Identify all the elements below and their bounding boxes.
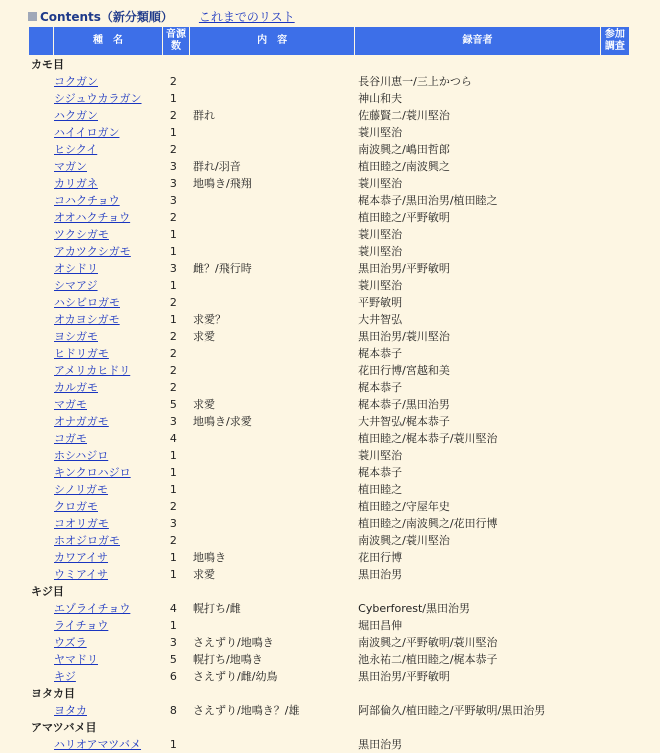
table-row xyxy=(29,107,629,123)
content-cell: 群れ/羽音 xyxy=(193,160,241,173)
table-row xyxy=(29,175,629,191)
species-link[interactable]: キジ xyxy=(54,670,76,683)
count-cell: 2 xyxy=(169,142,177,156)
count-cell: 3 xyxy=(169,261,177,275)
species-link[interactable]: コガモ xyxy=(54,432,87,445)
species-name-cell xyxy=(29,107,162,123)
recorder-cell: 蓑川堅治 xyxy=(358,449,403,462)
survey-cell xyxy=(601,124,629,140)
table-row xyxy=(29,90,629,106)
content-cell xyxy=(190,345,354,361)
recorder-cell: 植田睦之/守屋年史 xyxy=(358,500,450,513)
table-row xyxy=(29,209,629,225)
recorder-cell: 阿部倫久/植田睦之/平野敏明/黒田治男 xyxy=(358,704,546,717)
survey-cell xyxy=(601,260,629,276)
survey-cell xyxy=(601,311,629,327)
species-name-cell xyxy=(29,124,162,140)
table-row xyxy=(29,600,629,616)
content-cell xyxy=(190,294,354,310)
recorder-cell: 蓑川堅治 xyxy=(358,245,403,258)
species-name-cell xyxy=(29,498,162,514)
species-link[interactable]: ライチョウ xyxy=(54,619,109,632)
table-row xyxy=(29,124,629,140)
species-name-cell xyxy=(29,362,162,378)
count-cell: 2 xyxy=(169,210,177,224)
species-link[interactable]: コハクチョウ xyxy=(54,194,120,207)
recorder-cell: 南波興之/嶋田哲郎 xyxy=(358,143,450,156)
table-row xyxy=(29,260,629,276)
table-row xyxy=(29,532,629,548)
recorder-cell: 梶本恭子 xyxy=(358,347,403,360)
content-cell xyxy=(190,498,354,514)
header-count-line1: 音源 xyxy=(165,29,186,40)
table-row xyxy=(29,362,629,378)
species-link[interactable]: ウミアイサ xyxy=(54,568,109,581)
species-name-cell xyxy=(29,73,162,89)
content-cell xyxy=(190,209,354,225)
content-cell: さえずり/地鳴き？/雄 xyxy=(193,704,300,717)
content-cell xyxy=(190,464,354,480)
recorder-cell: 黒田治男 xyxy=(358,738,403,751)
table-row xyxy=(29,226,629,242)
count-cell: 3 xyxy=(169,635,177,649)
recorder-cell: 黒田治男/蓑川堅治 xyxy=(358,330,450,343)
content-cell xyxy=(190,73,354,89)
species-name-cell xyxy=(29,600,162,616)
group-label: キジ目 xyxy=(31,585,64,598)
species-link[interactable]: カルガモ xyxy=(54,381,98,394)
species-name-cell xyxy=(29,277,162,293)
species-link[interactable]: コクガン xyxy=(54,75,98,88)
species-name-cell xyxy=(29,226,162,242)
content-cell xyxy=(190,141,354,157)
species-name-cell xyxy=(29,515,162,531)
content-cell xyxy=(190,226,354,242)
recorder-cell: 蓑川堅治 xyxy=(358,126,403,139)
count-cell: 2 xyxy=(169,74,177,88)
count-cell: 2 xyxy=(169,363,177,377)
table-row xyxy=(29,617,629,633)
table-row xyxy=(29,464,629,480)
recorder-cell: 南波興之/平野敏明/蓑川堅治 xyxy=(358,636,498,649)
table-row xyxy=(29,634,629,650)
survey-cell xyxy=(601,447,629,463)
content-cell xyxy=(190,90,354,106)
table-body xyxy=(29,56,629,752)
species-name-cell xyxy=(29,651,162,667)
recorder-cell: 黒田治男 xyxy=(358,568,403,581)
survey-cell xyxy=(601,634,629,650)
count-cell: 1 xyxy=(169,312,177,326)
survey-cell xyxy=(601,141,629,157)
table-row xyxy=(29,736,629,752)
count-cell: 4 xyxy=(169,601,177,615)
content-cell: 求愛？ xyxy=(193,313,227,326)
table-row xyxy=(29,396,629,412)
count-cell: 4 xyxy=(169,431,177,445)
recorder-cell: 池永祐二/植田睦之/梶本恭子 xyxy=(358,653,498,666)
content-cell xyxy=(190,481,354,497)
species-name-cell xyxy=(29,328,162,344)
count-cell: 3 xyxy=(169,193,177,207)
count-cell: 1 xyxy=(169,567,177,581)
recorder-cell: 植田睦之/南波興之/花田行博 xyxy=(358,517,498,530)
count-cell: 1 xyxy=(169,482,177,496)
count-cell: 1 xyxy=(169,91,177,105)
recorder-cell: 植田睦之/南波興之 xyxy=(358,160,450,173)
recorder-cell: 梶本恭子 xyxy=(358,466,403,479)
group-label: ヨタカ目 xyxy=(31,687,75,700)
survey-cell xyxy=(601,430,629,446)
content-cell xyxy=(190,243,354,259)
recorder-cell: 神山和夫 xyxy=(358,92,403,105)
survey-cell xyxy=(601,532,629,548)
count-cell: 3 xyxy=(169,176,177,190)
content-cell xyxy=(190,430,354,446)
title-bar xyxy=(28,8,295,24)
table-row xyxy=(29,345,629,361)
content-cell xyxy=(190,532,354,548)
content-cell: 地鳴き/飛翔 xyxy=(193,177,252,190)
species-name-cell xyxy=(29,260,162,276)
content-cell xyxy=(190,277,354,293)
count-cell: 1 xyxy=(169,465,177,479)
square-bullet-icon xyxy=(28,12,37,21)
count-cell: 1 xyxy=(169,227,177,241)
species-link[interactable]: マガン xyxy=(54,160,87,173)
survey-cell xyxy=(601,702,629,718)
survey-cell xyxy=(601,362,629,378)
survey-cell xyxy=(601,651,629,667)
species-name-cell xyxy=(29,532,162,548)
table-row xyxy=(29,141,629,157)
species-name-cell xyxy=(29,464,162,480)
count-cell: 1 xyxy=(169,618,177,632)
survey-cell xyxy=(601,413,629,429)
recorder-cell: 梶本恭子/黒田治男 xyxy=(358,398,450,411)
recorder-cell: 植田睦之 xyxy=(358,483,403,496)
content-cell: 雌？/飛行時 xyxy=(193,262,252,275)
count-cell: 1 xyxy=(169,448,177,462)
table-row xyxy=(29,668,629,684)
survey-cell xyxy=(601,192,629,208)
content-cell: 求愛 xyxy=(193,330,216,343)
recorder-cell: 平野敏明 xyxy=(358,296,403,309)
species-link[interactable]: ヒドリガモ xyxy=(54,347,109,360)
species-name-cell xyxy=(29,566,162,582)
content-cell xyxy=(190,124,354,140)
group-label: アマツバメ目 xyxy=(31,721,97,734)
species-link[interactable]: エゾライチョウ xyxy=(54,602,131,615)
survey-cell xyxy=(601,294,629,310)
survey-cell xyxy=(601,328,629,344)
group-row xyxy=(29,719,629,735)
species-name-cell xyxy=(29,243,162,259)
species-name-cell xyxy=(29,702,162,718)
group-label: カモ目 xyxy=(31,58,64,71)
recorder-cell: 植田睦之/平野敏明 xyxy=(358,211,450,224)
table-row xyxy=(29,277,629,293)
species-name-cell xyxy=(29,345,162,361)
recorder-cell: 黒田治男/平野敏明 xyxy=(358,262,450,275)
recorder-cell: 長谷川恵一/三上かつら xyxy=(358,75,472,88)
count-cell: 2 xyxy=(169,499,177,513)
species-link[interactable]: カリガネ xyxy=(54,177,98,190)
content-cell: さえずり/地鳴き xyxy=(193,636,274,649)
survey-cell xyxy=(601,396,629,412)
survey-cell xyxy=(601,566,629,582)
content-cell: 地鳴き/求愛 xyxy=(193,415,252,428)
recorder-cell: 梶本恭子 xyxy=(358,381,403,394)
content-cell xyxy=(190,515,354,531)
content-cell: 幌打ち/地鳴き xyxy=(193,653,263,666)
table-row xyxy=(29,702,629,718)
header-survey xyxy=(601,27,629,55)
species-name-cell xyxy=(29,209,162,225)
table-row xyxy=(29,515,629,531)
species-link[interactable]: オナガガモ xyxy=(54,415,109,428)
content-cell: 求愛 xyxy=(193,398,216,411)
species-link[interactable]: キンクロハジロ xyxy=(54,466,131,479)
table-header-row xyxy=(29,27,629,55)
recorder-cell: 植田睦之/梶本恭子/蓑川堅治 xyxy=(358,432,498,445)
survey-cell xyxy=(601,209,629,225)
recorder-cell: 花田行博/宮越和美 xyxy=(358,364,450,377)
recorder-cell: 大井智弘/梶本恭子 xyxy=(358,415,450,428)
count-cell: 3 xyxy=(169,516,177,530)
survey-cell xyxy=(601,515,629,531)
species-name-cell xyxy=(29,413,162,429)
recorder-cell: Cyberforest/黒田治男 xyxy=(358,602,471,615)
header-survey-line2: 調査 xyxy=(604,41,625,52)
count-cell: 2 xyxy=(169,295,177,309)
count-cell: 2 xyxy=(169,533,177,547)
page-title: Contents（新分類順） xyxy=(40,9,173,24)
count-cell: 1 xyxy=(169,244,177,258)
table-row xyxy=(29,413,629,429)
header-survey-line1: 参加 xyxy=(604,29,625,40)
species-link[interactable]: アメリカヒドリ xyxy=(54,364,131,377)
survey-cell xyxy=(601,600,629,616)
count-cell: 5 xyxy=(169,652,177,666)
header-count-line2: 数 xyxy=(170,41,181,52)
species-link[interactable]: シノリガモ xyxy=(54,483,109,496)
header-content: 内 容 xyxy=(190,27,354,55)
table-row xyxy=(29,243,629,259)
recorder-cell: 花田行博 xyxy=(358,551,403,564)
count-cell: 1 xyxy=(169,278,177,292)
previous-list-link[interactable]: これまでのリスト xyxy=(198,9,295,24)
species-name-cell xyxy=(29,311,162,327)
species-link[interactable]: シマアジ xyxy=(54,279,98,292)
survey-cell xyxy=(601,107,629,123)
species-link[interactable]: ウズラ xyxy=(54,636,87,649)
species-name-cell xyxy=(29,549,162,565)
count-cell: 8 xyxy=(169,703,177,717)
header-recorder: 録音者 xyxy=(355,27,600,55)
species-link[interactable]: アカツクシガモ xyxy=(54,245,131,258)
table-row xyxy=(29,379,629,395)
species-name-cell xyxy=(29,617,162,633)
count-cell: 5 xyxy=(169,397,177,411)
species-link[interactable]: ヨシガモ xyxy=(54,330,98,343)
table-row xyxy=(29,651,629,667)
species-link[interactable]: ホシハジロ xyxy=(54,449,109,462)
count-cell: 1 xyxy=(169,737,177,751)
species-link[interactable]: ヨタカ xyxy=(54,704,87,717)
species-name-cell xyxy=(29,141,162,157)
survey-cell xyxy=(601,73,629,89)
species-name-cell xyxy=(29,192,162,208)
species-link[interactable]: ヤマドリ xyxy=(54,653,98,666)
content-cell: 群れ xyxy=(193,109,216,122)
recorder-cell: 梶本恭子/黒田治男/植田睦之 xyxy=(358,194,498,207)
table-row xyxy=(29,498,629,514)
count-cell: 1 xyxy=(169,125,177,139)
species-name-cell xyxy=(29,158,162,174)
content-cell: さえずり/雌/幼鳥 xyxy=(193,670,278,683)
species-link[interactable]: ハクガン xyxy=(54,109,98,122)
species-name-cell xyxy=(29,430,162,446)
species-link[interactable]: ヒシクイ xyxy=(54,143,98,156)
survey-cell xyxy=(601,481,629,497)
content-cell xyxy=(190,736,354,752)
count-cell: 3 xyxy=(169,414,177,428)
species-link[interactable]: クロガモ xyxy=(54,500,98,513)
species-name-cell xyxy=(29,294,162,310)
species-link[interactable]: オカヨシガモ xyxy=(54,313,120,326)
table-row xyxy=(29,328,629,344)
content-cell: 幌打ち/雌 xyxy=(193,602,241,615)
recorder-cell: 黒田治男/平野敏明 xyxy=(358,670,450,683)
survey-cell xyxy=(601,736,629,752)
recorder-cell: 蓑川堅治 xyxy=(358,228,403,241)
species-link[interactable]: コオリガモ xyxy=(54,517,109,530)
survey-cell xyxy=(601,668,629,684)
table-row xyxy=(29,294,629,310)
survey-cell xyxy=(601,277,629,293)
survey-cell xyxy=(601,90,629,106)
header-blank xyxy=(29,27,53,55)
table-row xyxy=(29,566,629,582)
count-cell: 2 xyxy=(169,346,177,360)
content-cell: 地鳴き xyxy=(193,551,227,564)
recorder-cell: 大井智弘 xyxy=(358,313,403,326)
group-row xyxy=(29,56,629,72)
species-link[interactable]: ツクシガモ xyxy=(54,228,109,241)
header-count xyxy=(163,27,189,55)
species-name-cell xyxy=(29,90,162,106)
table-row xyxy=(29,481,629,497)
survey-cell xyxy=(601,345,629,361)
count-cell: 1 xyxy=(169,550,177,564)
survey-cell xyxy=(601,379,629,395)
recorder-cell: 佐藤賢二/蓑川堅治 xyxy=(358,109,450,122)
content-cell xyxy=(190,379,354,395)
content-cell: 求愛 xyxy=(193,568,216,581)
table-row xyxy=(29,447,629,463)
recorder-cell: 南波興之/蓑川堅治 xyxy=(358,534,450,547)
table-row xyxy=(29,430,629,446)
species-link[interactable]: カワアイサ xyxy=(54,551,109,564)
table-row xyxy=(29,158,629,174)
species-link[interactable]: マガモ xyxy=(54,398,87,411)
species-name-cell xyxy=(29,481,162,497)
table-row xyxy=(29,549,629,565)
species-name-cell xyxy=(29,396,162,412)
content-cell xyxy=(190,192,354,208)
header-species-name: 種 名 xyxy=(54,27,162,55)
species-name-cell xyxy=(29,379,162,395)
species-link[interactable]: オオハクチョウ xyxy=(54,211,131,224)
count-cell: 2 xyxy=(169,108,177,122)
count-cell: 2 xyxy=(169,380,177,394)
survey-cell xyxy=(601,158,629,174)
count-cell: 2 xyxy=(169,329,177,343)
species-table xyxy=(28,26,630,753)
recorder-cell: 蓑川堅治 xyxy=(358,177,403,190)
count-cell: 6 xyxy=(169,669,177,683)
count-cell: 3 xyxy=(169,159,177,173)
recorder-cell: 堀田昌伸 xyxy=(358,619,403,632)
species-link[interactable]: ホオジロガモ xyxy=(54,534,120,547)
species-link[interactable]: オシドリ xyxy=(54,262,98,275)
survey-cell xyxy=(601,498,629,514)
species-name-cell xyxy=(29,634,162,650)
content-cell xyxy=(190,617,354,633)
group-row xyxy=(29,583,629,599)
survey-cell xyxy=(601,464,629,480)
species-link[interactable]: シジュウカラガン xyxy=(54,92,142,105)
species-link[interactable]: ハイイロガン xyxy=(54,126,120,139)
survey-cell xyxy=(601,175,629,191)
table-row xyxy=(29,73,629,89)
content-cell xyxy=(190,362,354,378)
species-name-cell xyxy=(29,175,162,191)
group-row xyxy=(29,685,629,701)
content-cell xyxy=(190,447,354,463)
species-name-cell xyxy=(29,447,162,463)
table-row xyxy=(29,192,629,208)
survey-cell xyxy=(601,617,629,633)
species-name-cell xyxy=(29,736,162,752)
survey-cell xyxy=(601,549,629,565)
survey-cell xyxy=(601,243,629,259)
table-row xyxy=(29,311,629,327)
species-link[interactable]: ハリオアマツバメ xyxy=(54,738,142,751)
survey-cell xyxy=(601,226,629,242)
recorder-cell: 蓑川堅治 xyxy=(358,279,403,292)
species-link[interactable]: ハシビロガモ xyxy=(54,296,120,309)
species-name-cell xyxy=(29,668,162,684)
